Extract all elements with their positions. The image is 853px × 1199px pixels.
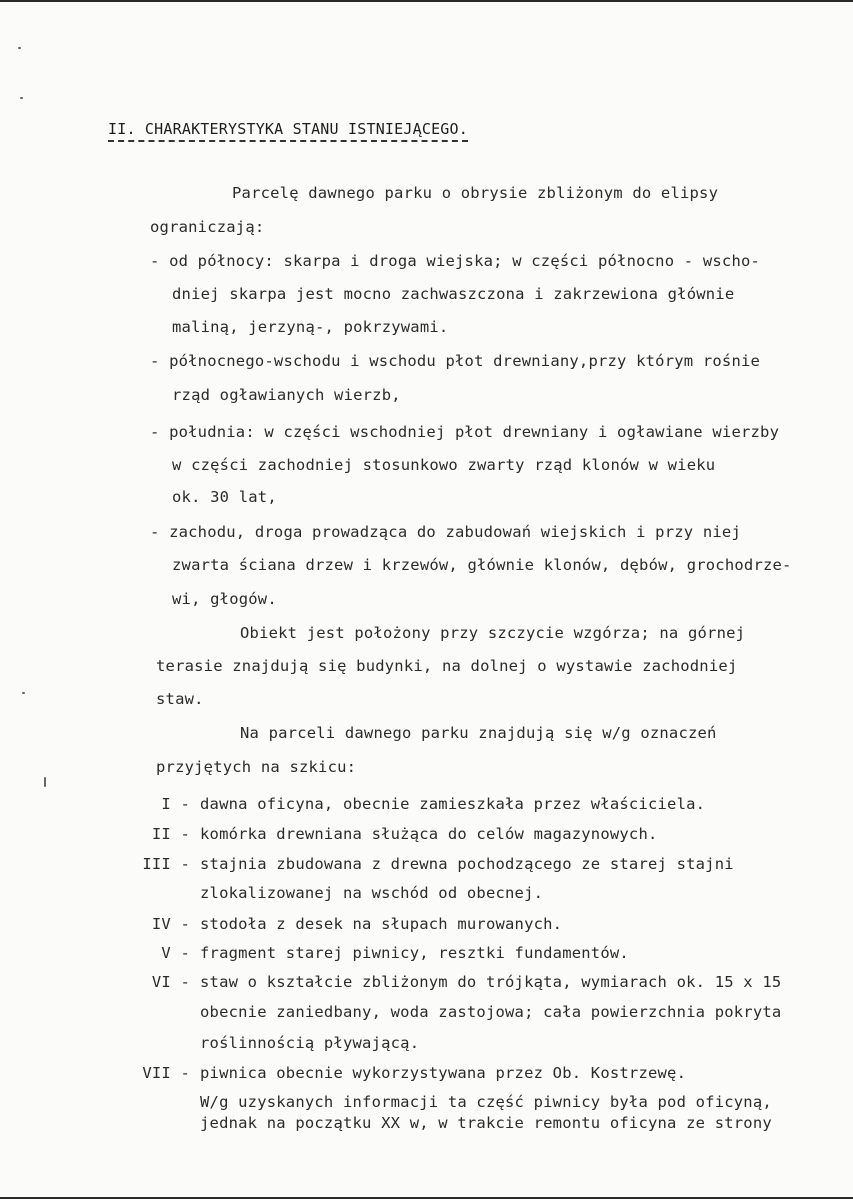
- text-line: Na parceli dawnego parku znajdują się w/g oznaczeń: [240, 724, 717, 742]
- item-text: dawna oficyna, obecnie zamieszkała przez właściciela.: [200, 795, 706, 813]
- text-line: ok. 30 lat,: [172, 488, 277, 506]
- item-text: W/g uzyskanych informacji ta część piwnicy była pod oficyną,: [200, 1093, 772, 1111]
- item-text: obecnie zaniedbany, woda zastojowa; cała powierzchnia pokryta: [200, 1003, 782, 1021]
- text-line: Obiekt jest położony przy szczycie wzgórza; na górnej: [240, 624, 746, 642]
- text-line: dniej skarpa jest mocno zachwaszczona i zakrzewiona głównie: [172, 285, 735, 303]
- item-text: komórka drewniana służąca do celów magazynowych.: [200, 825, 658, 843]
- text-line: maliną, jerzyną-, pokrzywami.: [172, 318, 449, 336]
- text-line: zwarta ściana drzew i krzewów, głównie klonów, dębów, grochodrze-: [172, 556, 792, 574]
- text-line: terasie znajdują się budynki, na dolnej o wystawie zachodniej: [156, 657, 738, 675]
- item-number: II -: [151, 825, 190, 843]
- item-text: piwnica obecnie wykorzystywana przez Ob. Kostrzewę.: [200, 1064, 687, 1082]
- scan-speck: [44, 777, 46, 787]
- text-line: w części zachodniej stosunkowo zwarty rząd klonów w wieku: [172, 456, 716, 474]
- text-line: rząd ogławianych wierzb,: [172, 386, 401, 404]
- item-text: jednak na początku XX w, w trakcie remontu oficyna ze strony: [200, 1114, 772, 1132]
- item-number: V -: [161, 944, 190, 962]
- item-text: fragment starej piwnicy, resztki fundamentów.: [200, 944, 629, 962]
- scan-speck: [22, 692, 25, 694]
- item-text: zlokalizowanej na wschód od obecnej.: [200, 884, 544, 902]
- scan-speck: [18, 47, 21, 49]
- item-text: staw o kształcie zbliżonym do trójkąta, wymiarach ok. 15 x 15: [200, 973, 782, 991]
- text-line: przyjętych na szkicu:: [156, 758, 357, 776]
- item-text: stodoła z desek na słupach murowanych.: [200, 915, 563, 933]
- item-text: stajnia zbudowana z drewna pochodzącego ze starej stajni: [200, 855, 734, 873]
- text-line: - zachodu, droga prowadząca do zabudowań wiejskich i przy niej: [150, 523, 741, 541]
- scan-speck: [20, 97, 23, 99]
- text-line: - od północy: skarpa i droga wiejska; w części północno - wscho-: [150, 252, 761, 270]
- text-line: - północnego-wschodu i wschodu płot drewniany,przy którym rośnie: [150, 352, 761, 370]
- text-line: - południa: w części wschodniej płot drewniany i ogławiane wierzby: [150, 423, 780, 441]
- item-number: III -: [142, 855, 190, 873]
- item-number: IV -: [151, 915, 190, 933]
- text-line: wi, głogów.: [172, 590, 277, 608]
- text-line: ograniczają:: [150, 218, 265, 236]
- text-line: Parcelę dawnego parku o obrysie zbliżonym do elipsy: [232, 184, 719, 202]
- item-number: I -: [161, 795, 190, 813]
- item-number: VI -: [151, 973, 190, 991]
- item-text: roślinnością pływającą.: [200, 1034, 420, 1052]
- section-heading: II. CHARAKTERYSTYKA STANU ISTNIEJĄCEGO.: [108, 120, 468, 142]
- text-line: staw.: [156, 690, 204, 708]
- item-number: VII -: [142, 1064, 190, 1082]
